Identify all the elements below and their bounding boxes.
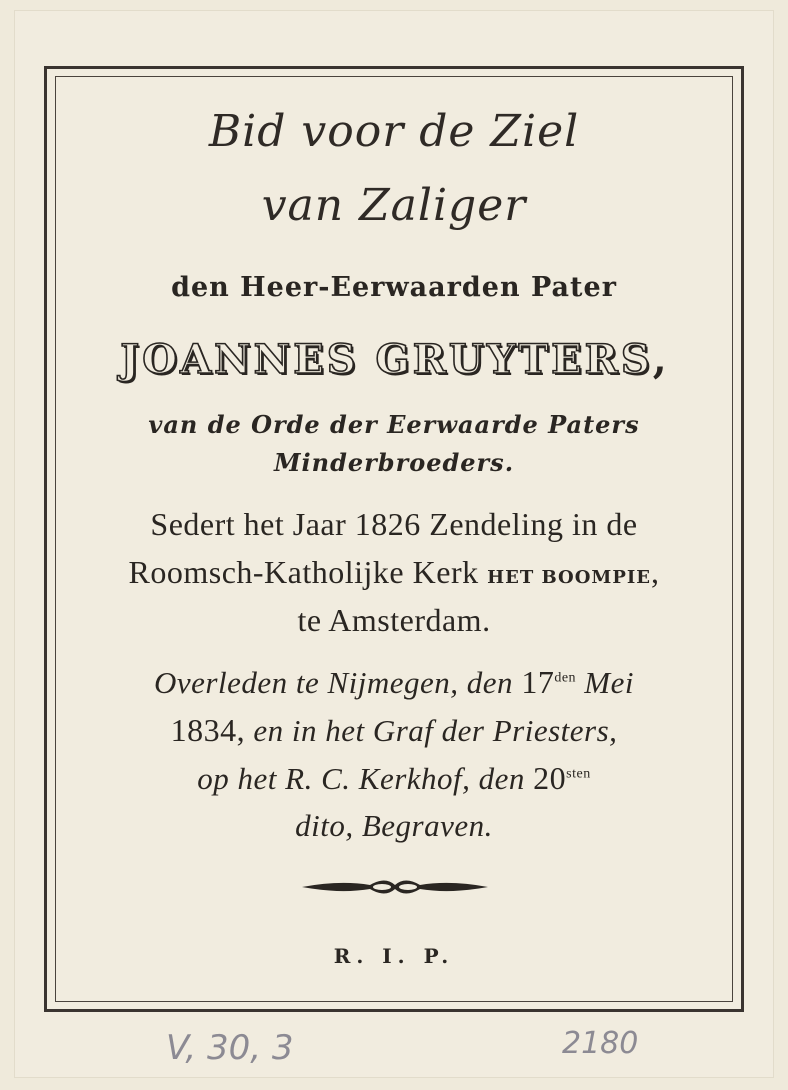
title-line: den Heer-Eerwaarden Pater: [171, 272, 617, 303]
order-line-1: van de Orde der Eerwaarde Paters: [148, 410, 640, 439]
mission-line-3: te Amsterdam.: [297, 602, 491, 638]
pencil-annotation-right: 2180: [562, 1026, 639, 1061]
death-day-suffix: den: [554, 670, 577, 686]
burial-day: 20: [533, 760, 567, 796]
deceased-name: JOANNES GRUYTERS: [120, 336, 653, 383]
death-line-3: [60, 760, 728, 797]
death-year: 1834,: [170, 712, 246, 748]
rip-text: R. I. P.: [333, 944, 455, 968]
heading-line-2: van Zaliger: [261, 180, 527, 231]
heading-line-1: Bid voor de Ziel: [208, 106, 580, 157]
mission-line-2-text: Roomsch-Katholijke Kerk: [128, 554, 479, 590]
death-line-2-text: en in het Graf der Priesters,: [253, 713, 618, 748]
name-line: [60, 336, 728, 383]
mission-line-1: Sedert het Jaar 1826 Zendeling in de: [150, 506, 638, 542]
death-line-3-text: op het R. C. Kerkhof, den: [197, 761, 525, 796]
death-month: Mei: [584, 665, 634, 700]
death-line-4: dito, Begraven.: [295, 808, 493, 843]
death-line-2: [60, 712, 728, 749]
death-line-1: [60, 664, 728, 701]
burial-day-suffix: sten: [566, 766, 591, 782]
order-line-2: Minderbroeders.: [273, 448, 515, 477]
death-line-1-text: Overleden te Nijmegen, den: [154, 665, 514, 700]
ornament-divider: [300, 872, 490, 902]
mission-line-2-comma: ,: [651, 554, 660, 590]
mission-line-2: [60, 554, 728, 591]
pencil-annotation-left: V, 30, 3: [166, 1028, 294, 1068]
church-name: HET BOOMPIE: [487, 567, 651, 588]
death-day: 17: [521, 664, 555, 700]
name-comma: ,: [652, 336, 668, 383]
